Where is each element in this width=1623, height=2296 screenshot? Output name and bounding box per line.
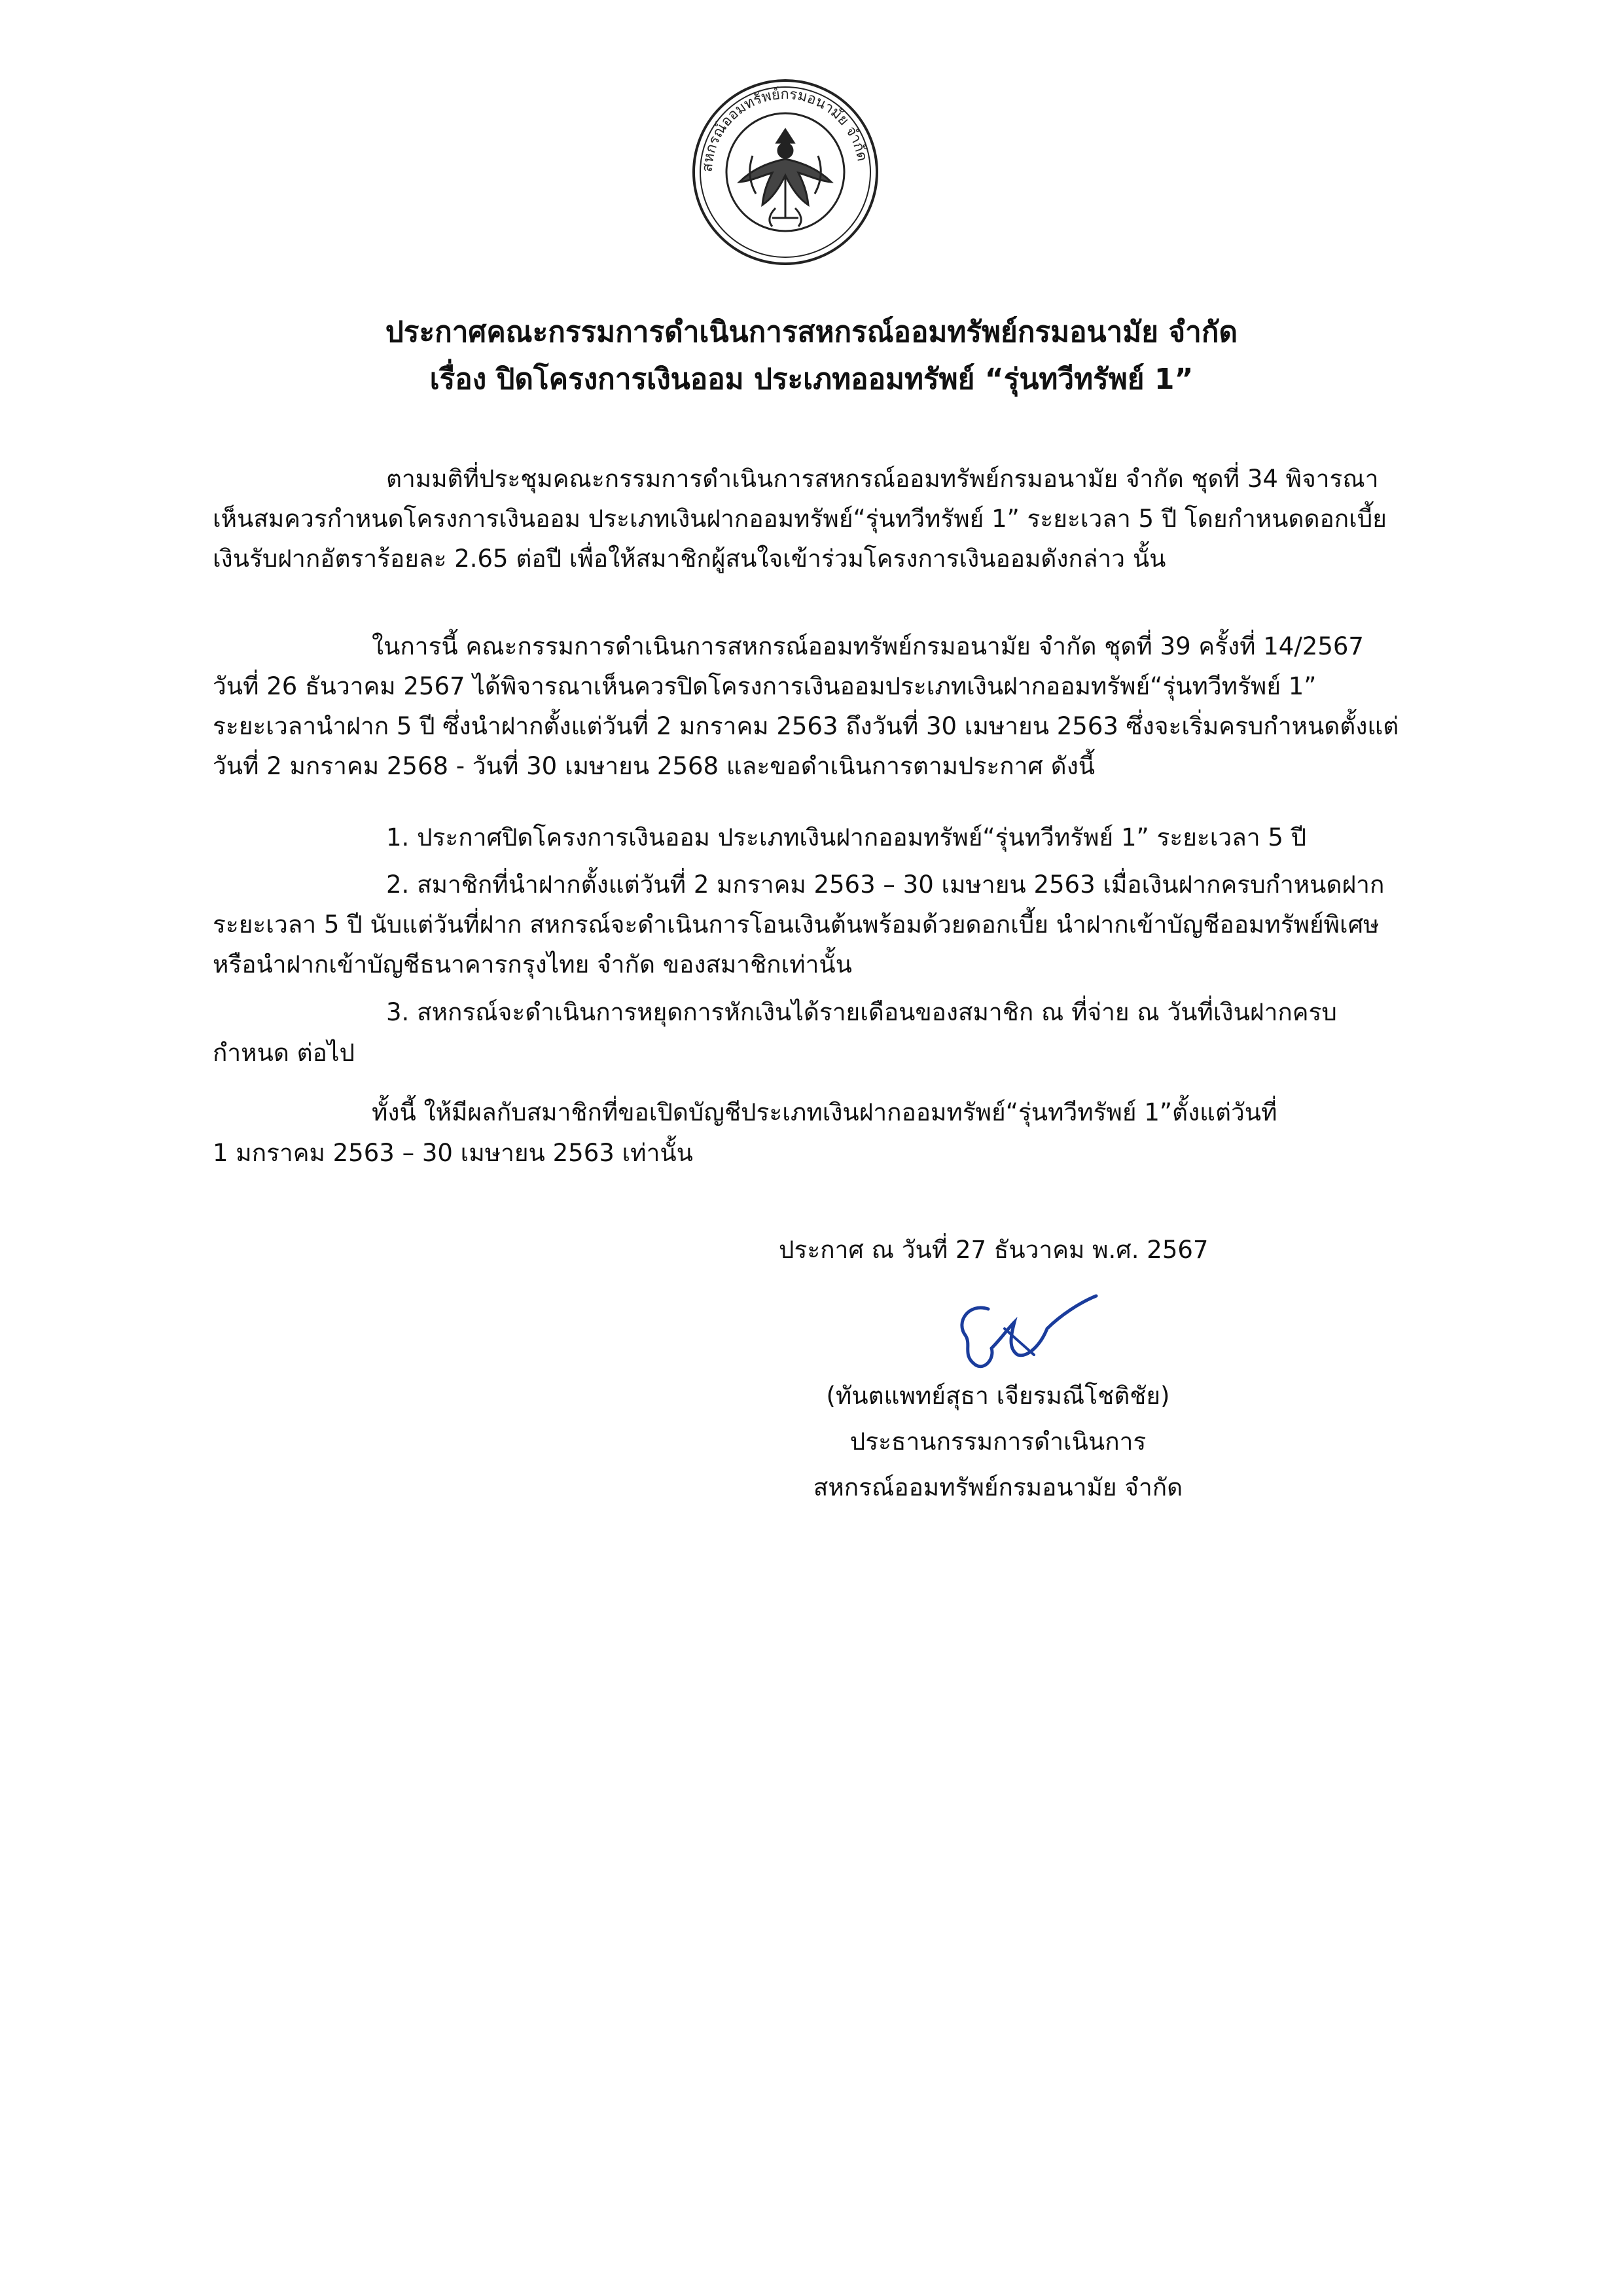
announcement-subject: เรื่อง ปิดโครงการเงินออม ประเภทออมทรัพย์ “รุ่นทวีทรัพย์ 1” <box>429 363 1194 396</box>
para2-line3: ระยะเวลานำฝาก 5 ปี ซึ่งนำฝากตั้งแต่วันที่ 2 มกราคม 2563 ถึงวันที่ 30 เมษายน 2563 ซึ่งจะเริ่มครบกำหนดตั้งแต่ <box>213 712 1399 740</box>
item2-line2: ระยะเวลา 5 ปี นับแต่วันที่ฝาก สหกรณ์จะดำเนินการโอนเงินต้นพร้อมด้วยดอกเบี้ย นำฝากเข้าบัญชีออมทรัพย์พิเศษ <box>213 910 1380 939</box>
cooperative-seal <box>690 77 880 267</box>
para2-line2: วันที่ 26 ธันวาคม 2567 ได้พิจารณาเห็นควรปิดโครงการเงินออมประเภทเงินฝากออมทรัพย์“รุ่นทวีทรัพย์ 1” <box>213 672 1317 700</box>
item3-line1: 3. สหกรณ์จะดำเนินการหยุดการหักเงินได้รายเดือนของสมาชิก ณ ที่จ่าย ณ วันที่เงินฝากครบ <box>386 998 1337 1026</box>
item3-line2: กำหนด ต่อไป <box>213 1039 355 1067</box>
handwritten-signature <box>942 1283 1113 1381</box>
para1-line2: เห็นสมควรกำหนดโครงการเงินออม ประเภทเงินฝากออมทรัพย์“รุ่นทวีทรัพย์ 1” ระยะเวลา 5 ปี โดยกำหนดดอกเบี้ย <box>213 505 1387 533</box>
announcement-title: ประกาศคณะกรรมการดำเนินการสหกรณ์ออมทรัพย์กรมอนามัย จำกัด <box>385 315 1238 349</box>
seal-ring-text: สหกรณ์ออมทรัพย์กรมอนามัย จำกัด <box>699 86 870 173</box>
signatory-position: ประธานกรรมการดำเนินการ <box>849 1427 1147 1456</box>
signatory-organization: สหกรณ์ออมทรัพย์กรมอนามัย จำกัด <box>813 1473 1183 1501</box>
para2-line1: ในการนี้ คณะกรรมการดำเนินการสหกรณ์ออมทรัพย์กรมอนามัย จำกัด ชุดที่ 39 ครั้งที่ 14/2567 <box>372 632 1364 660</box>
signatory-name: (ทันตแพทย์สุธา เจียรมณีโชติชัย) <box>826 1382 1170 1410</box>
announcement-date: ประกาศ ณ วันที่ 27 ธันวาคม พ.ศ. 2567 <box>779 1236 1209 1264</box>
item2-line1: 2. สมาชิกที่นำฝากตั้งแต่วันที่ 2 มกราคม 2563 – 30 เมษายน 2563 เมื่อเงินฝากครบกำหนดฝาก <box>386 870 1385 899</box>
item1-line1: 1. ประกาศปิดโครงการเงินออม ประเภทเงินฝากออมทรัพย์“รุ่นทวีทรัพย์ 1” ระยะเวลา 5 ปี <box>386 823 1307 852</box>
item2-line3: หรือนำฝากเข้าบัญชีธนาคารกรุงไทย จำกัด ของสมาชิกเท่านั้น <box>213 950 852 978</box>
para3-line1: ทั้งนี้ ให้มีผลกับสมาชิกที่ขอเปิดบัญชีประเภทเงินฝากออมทรัพย์“รุ่นทวีทรัพย์ 1”ตั้งแต่วันที่ <box>372 1098 1277 1126</box>
para1-line3: เงินรับฝากอัตราร้อยละ 2.65 ต่อปี เพื่อให้สมาชิกผู้สนใจเข้าร่วมโครงการเงินออมดังกล่าว นั้น <box>213 545 1166 573</box>
para1-line1: ตามมติที่ประชุมคณะกรรมการดำเนินการสหกรณ์ออมทรัพย์กรมอนามัย จำกัด ชุดที่ 34 พิจารณา <box>386 465 1379 493</box>
para3-line2: 1 มกราคม 2563 – 30 เมษายน 2563 เท่านั้น <box>213 1139 693 1167</box>
para2-line4: วันที่ 2 มกราคม 2568 - วันที่ 30 เมษายน 2568 และขอดำเนินการตามประกาศ ดังนี้ <box>213 752 1096 780</box>
garuda-emblem <box>740 130 831 226</box>
